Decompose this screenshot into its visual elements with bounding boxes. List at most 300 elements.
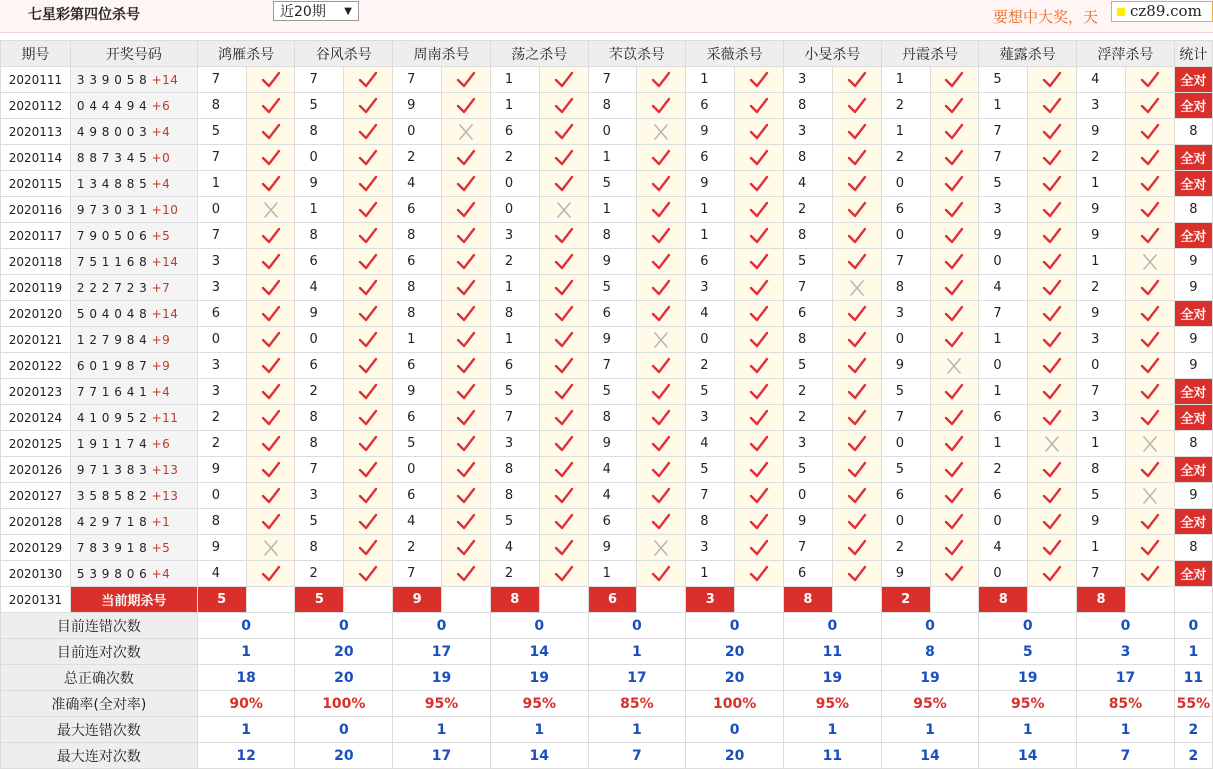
result-mark-cell xyxy=(246,223,295,249)
check-icon xyxy=(456,72,476,87)
kill-number-cell: 0 xyxy=(490,197,539,223)
result-mark-cell xyxy=(344,301,393,327)
table-row xyxy=(1,353,1213,379)
result-mark-cell xyxy=(735,535,784,561)
check-icon xyxy=(261,98,281,113)
check-icon xyxy=(847,436,867,451)
result-mark-cell xyxy=(539,171,588,197)
kill-number-cell: 1 xyxy=(1077,535,1126,561)
result-mark-cell xyxy=(442,119,491,145)
column-header[interactable]: 周南杀号 xyxy=(393,41,491,67)
period-cell: 2020124 xyxy=(1,405,71,431)
kill-number-cell: 5 xyxy=(295,93,344,119)
check-icon xyxy=(651,488,671,503)
kill-number-cell: 1 xyxy=(588,145,637,171)
period-range-value: 近20期 xyxy=(280,4,326,20)
kill-number-cell: 7 xyxy=(979,301,1028,327)
result-mark-cell xyxy=(1028,509,1077,535)
draw-digits: 9 7 1 3 8 3 xyxy=(76,462,148,477)
result-mark-cell xyxy=(637,301,686,327)
result-mark-cell xyxy=(637,171,686,197)
check-icon xyxy=(261,280,281,295)
result-mark-cell xyxy=(930,405,979,431)
table-row xyxy=(1,509,1213,535)
check-icon xyxy=(944,462,964,477)
check-icon xyxy=(651,514,671,529)
result-mark-cell xyxy=(344,223,393,249)
summary-value: 0 xyxy=(1174,613,1212,639)
check-icon xyxy=(749,176,769,191)
kill-number-cell: 6 xyxy=(783,301,832,327)
check-icon xyxy=(749,254,769,269)
result-mark-cell xyxy=(1125,431,1174,457)
check-icon xyxy=(261,124,281,139)
kill-number-cell: 8 xyxy=(490,301,539,327)
kill-number-cell: 5 xyxy=(783,249,832,275)
result-mark-cell xyxy=(442,405,491,431)
check-icon xyxy=(456,254,476,269)
stat-cell: 9 xyxy=(1174,249,1212,275)
summary-value: 1 xyxy=(588,717,686,743)
result-mark-cell xyxy=(637,119,686,145)
period-cell: 2020130 xyxy=(1,561,71,587)
result-mark-cell xyxy=(344,457,393,483)
draw-number-cell xyxy=(70,171,197,197)
kill-number-cell: 9 xyxy=(393,93,442,119)
table-row xyxy=(1,249,1213,275)
kill-number-cell: 4 xyxy=(686,301,735,327)
check-icon xyxy=(1140,358,1160,373)
check-icon xyxy=(847,540,867,555)
current-kill-number: 8 xyxy=(979,587,1028,613)
kill-number-cell: 0 xyxy=(881,223,930,249)
kill-number-cell: 3 xyxy=(783,67,832,93)
result-mark-cell xyxy=(1125,535,1174,561)
kill-number-cell: 8 xyxy=(295,405,344,431)
check-icon xyxy=(749,566,769,581)
result-mark-cell xyxy=(735,301,784,327)
result-mark-cell xyxy=(539,197,588,223)
summary-value: 1 xyxy=(979,717,1077,743)
check-icon xyxy=(847,462,867,477)
kill-number-cell: 5 xyxy=(490,379,539,405)
summary-value: 7 xyxy=(588,743,686,769)
summary-value: 20 xyxy=(686,639,784,665)
result-mark-cell xyxy=(735,249,784,275)
kill-number-cell: 2 xyxy=(295,561,344,587)
kill-number-cell: 7 xyxy=(295,457,344,483)
kill-number-cell: 6 xyxy=(686,249,735,275)
result-mark-cell xyxy=(1125,223,1174,249)
current-kill-number: 2 xyxy=(881,587,930,613)
draw-extra: +13 xyxy=(151,488,179,503)
check-icon xyxy=(554,384,574,399)
kill-number-cell: 3 xyxy=(490,431,539,457)
check-icon xyxy=(651,358,671,373)
kill-number-cell: 5 xyxy=(686,379,735,405)
summary-value: 1 xyxy=(393,717,491,743)
result-mark-cell xyxy=(735,353,784,379)
current-period-row xyxy=(1,587,1213,613)
cross-icon xyxy=(651,540,671,555)
column-header[interactable]: 统计 xyxy=(1174,41,1212,67)
result-mark-cell xyxy=(1125,457,1174,483)
check-icon xyxy=(456,566,476,581)
column-header[interactable]: 谷风杀号 xyxy=(295,41,393,67)
draw-digits: 3 3 9 0 5 8 xyxy=(76,72,148,87)
logo-square-icon xyxy=(1117,8,1125,16)
kill-number-cell: 4 xyxy=(588,483,637,509)
column-header[interactable]: 丹霞杀号 xyxy=(881,41,979,67)
draw-number-cell xyxy=(70,509,197,535)
kill-number-cell: 4 xyxy=(490,535,539,561)
check-icon xyxy=(1042,280,1062,295)
period-cell: 2020114 xyxy=(1,145,71,171)
check-icon xyxy=(651,462,671,477)
kill-number-cell: 3 xyxy=(197,379,246,405)
summary-row xyxy=(1,691,1213,717)
period-range-select[interactable] xyxy=(273,1,359,21)
kill-number-cell: 9 xyxy=(295,301,344,327)
kill-number-cell: 1 xyxy=(881,67,930,93)
result-mark-cell xyxy=(637,67,686,93)
result-mark-cell xyxy=(1028,301,1077,327)
kill-number-cell: 0 xyxy=(979,509,1028,535)
check-icon xyxy=(554,98,574,113)
kill-number-cell: 5 xyxy=(490,509,539,535)
check-icon xyxy=(358,358,378,373)
kill-number-cell: 0 xyxy=(979,249,1028,275)
kill-number-cell: 6 xyxy=(588,301,637,327)
period-cell: 2020127 xyxy=(1,483,71,509)
site-logo[interactable] xyxy=(1111,1,1213,22)
kill-number-cell: 5 xyxy=(197,119,246,145)
result-mark-cell xyxy=(1125,353,1174,379)
table-row xyxy=(1,379,1213,405)
kill-number-cell: 4 xyxy=(393,171,442,197)
period-cell: 2020128 xyxy=(1,509,71,535)
check-icon xyxy=(554,332,574,347)
check-icon xyxy=(1140,566,1160,581)
check-icon xyxy=(749,540,769,555)
result-mark-cell xyxy=(1028,67,1077,93)
current-empty-cell xyxy=(1028,587,1077,613)
check-icon xyxy=(651,410,671,425)
column-header[interactable]: 开奖号码 xyxy=(70,41,197,67)
draw-extra: +9 xyxy=(151,332,171,347)
result-mark-cell xyxy=(539,145,588,171)
check-icon xyxy=(1042,228,1062,243)
result-mark-cell xyxy=(1028,145,1077,171)
draw-number-cell xyxy=(70,223,197,249)
result-mark-cell xyxy=(539,379,588,405)
check-icon xyxy=(944,514,964,529)
summary-value: 1 xyxy=(490,717,588,743)
result-mark-cell xyxy=(442,301,491,327)
summary-label: 最大连错次数 xyxy=(1,717,198,743)
check-icon xyxy=(554,410,574,425)
result-mark-cell xyxy=(442,561,491,587)
check-icon xyxy=(358,410,378,425)
check-icon xyxy=(456,358,476,373)
summary-row xyxy=(1,717,1213,743)
kill-number-cell: 2 xyxy=(783,405,832,431)
draw-extra: +6 xyxy=(151,98,171,113)
cross-icon xyxy=(1042,436,1062,451)
current-kill-number: 5 xyxy=(197,587,246,613)
summary-label: 总正确次数 xyxy=(1,665,198,691)
summary-value: 14 xyxy=(490,743,588,769)
check-icon xyxy=(749,514,769,529)
check-icon xyxy=(749,228,769,243)
check-icon xyxy=(1042,540,1062,555)
summary-value: 20 xyxy=(686,665,784,691)
result-mark-cell xyxy=(344,405,393,431)
check-icon xyxy=(944,280,964,295)
check-icon xyxy=(358,124,378,139)
kill-number-cell: 4 xyxy=(783,171,832,197)
result-mark-cell xyxy=(1125,483,1174,509)
summary-value: 0 xyxy=(393,613,491,639)
result-mark-cell xyxy=(832,431,881,457)
kill-number-cell: 5 xyxy=(783,457,832,483)
result-mark-cell xyxy=(246,197,295,223)
kill-number-cell: 8 xyxy=(588,405,637,431)
kill-number-cell: 0 xyxy=(197,197,246,223)
result-mark-cell xyxy=(539,353,588,379)
kill-number-cell: 9 xyxy=(197,535,246,561)
summary-label: 准确率(全对率) xyxy=(1,691,198,717)
kill-number-cell: 5 xyxy=(979,67,1028,93)
kill-number-cell: 0 xyxy=(588,119,637,145)
table-row xyxy=(1,535,1213,561)
result-mark-cell xyxy=(1125,171,1174,197)
stat-cell: 全对 xyxy=(1174,93,1212,119)
draw-extra: +0 xyxy=(151,150,171,165)
result-mark-cell xyxy=(735,119,784,145)
result-mark-cell xyxy=(1028,119,1077,145)
draw-number-cell xyxy=(70,431,197,457)
kill-number-cell: 9 xyxy=(393,379,442,405)
column-header[interactable]: 小旻杀号 xyxy=(783,41,881,67)
result-mark-cell xyxy=(246,535,295,561)
column-header[interactable]: 薤露杀号 xyxy=(979,41,1077,67)
column-header[interactable]: 期号 xyxy=(1,41,71,67)
period-cell: 2020122 xyxy=(1,353,71,379)
kill-number-cell: 8 xyxy=(881,275,930,301)
summary-label: 目前连对次数 xyxy=(1,639,198,665)
summary-value: 20 xyxy=(295,743,393,769)
result-mark-cell xyxy=(735,327,784,353)
result-mark-cell xyxy=(1125,275,1174,301)
kill-number-cell: 9 xyxy=(881,561,930,587)
draw-number-cell xyxy=(70,301,197,327)
result-mark-cell xyxy=(637,535,686,561)
kill-number-cell: 2 xyxy=(979,457,1028,483)
result-mark-cell xyxy=(442,67,491,93)
check-icon xyxy=(944,150,964,165)
result-mark-cell xyxy=(246,561,295,587)
column-header[interactable]: 采薇杀号 xyxy=(686,41,784,67)
check-icon xyxy=(944,254,964,269)
draw-number-cell xyxy=(70,535,197,561)
result-mark-cell xyxy=(344,483,393,509)
check-icon xyxy=(554,540,574,555)
kill-number-cell: 3 xyxy=(1077,405,1126,431)
summary-value: 7 xyxy=(1077,743,1175,769)
kill-number-cell: 4 xyxy=(197,561,246,587)
check-icon xyxy=(749,72,769,87)
result-mark-cell xyxy=(735,197,784,223)
kill-number-cell: 7 xyxy=(588,353,637,379)
kill-number-cell: 0 xyxy=(979,353,1028,379)
check-icon xyxy=(944,540,964,555)
kill-number-cell: 8 xyxy=(686,509,735,535)
kill-number-cell: 1 xyxy=(490,93,539,119)
summary-value: 17 xyxy=(393,639,491,665)
result-mark-cell xyxy=(832,405,881,431)
draw-digits: 7 9 0 5 0 6 xyxy=(76,228,148,243)
kill-number-cell: 6 xyxy=(295,249,344,275)
draw-extra: +4 xyxy=(151,384,171,399)
check-icon xyxy=(1140,332,1160,347)
draw-extra: +10 xyxy=(151,202,179,217)
result-mark-cell xyxy=(832,249,881,275)
kill-number-cell: 7 xyxy=(295,67,344,93)
result-mark-cell xyxy=(832,67,881,93)
summary-value: 95% xyxy=(881,691,979,717)
current-kill-label: 当前期杀号 xyxy=(70,587,197,613)
result-mark-cell xyxy=(735,405,784,431)
check-icon xyxy=(261,514,281,529)
result-mark-cell xyxy=(539,535,588,561)
result-mark-cell xyxy=(832,561,881,587)
column-header[interactable]: 鸿雁杀号 xyxy=(197,41,295,67)
kill-number-cell: 5 xyxy=(588,171,637,197)
result-mark-cell xyxy=(735,223,784,249)
kill-number-cell: 1 xyxy=(686,67,735,93)
result-mark-cell xyxy=(344,509,393,535)
kill-number-cell: 2 xyxy=(881,93,930,119)
column-header[interactable]: 荡之杀号 xyxy=(490,41,588,67)
result-mark-cell xyxy=(1028,561,1077,587)
kill-number-cell: 8 xyxy=(295,223,344,249)
kill-number-cell: 0 xyxy=(783,483,832,509)
current-empty-cell xyxy=(637,587,686,613)
kill-number-cell: 0 xyxy=(979,561,1028,587)
result-mark-cell xyxy=(735,561,784,587)
result-mark-cell xyxy=(442,379,491,405)
check-icon xyxy=(554,436,574,451)
result-mark-cell xyxy=(1028,249,1077,275)
check-icon xyxy=(944,436,964,451)
check-icon xyxy=(261,436,281,451)
check-icon xyxy=(456,514,476,529)
column-header[interactable]: 浮萍杀号 xyxy=(1077,41,1175,67)
summary-value: 19 xyxy=(490,665,588,691)
kill-number-cell: 0 xyxy=(197,483,246,509)
check-icon xyxy=(554,176,574,191)
kill-number-cell: 2 xyxy=(1077,145,1126,171)
kill-number-cell: 5 xyxy=(295,509,344,535)
summary-value: 1 xyxy=(881,717,979,743)
result-mark-cell xyxy=(1028,327,1077,353)
summary-row xyxy=(1,743,1213,769)
result-mark-cell xyxy=(442,457,491,483)
kill-number-cell: 0 xyxy=(197,327,246,353)
stat-cell: 全对 xyxy=(1174,145,1212,171)
kill-number-cell: 0 xyxy=(393,119,442,145)
check-icon xyxy=(554,566,574,581)
stat-cell: 全对 xyxy=(1174,509,1212,535)
kill-number-cell: 2 xyxy=(197,405,246,431)
kill-number-cell: 4 xyxy=(393,509,442,535)
kill-number-cell: 9 xyxy=(588,249,637,275)
kill-number-cell: 6 xyxy=(295,353,344,379)
draw-number-cell xyxy=(70,197,197,223)
check-icon xyxy=(847,514,867,529)
kill-number-cell: 5 xyxy=(881,457,930,483)
check-icon xyxy=(1042,410,1062,425)
draw-number-cell xyxy=(70,275,197,301)
summary-value: 1 xyxy=(783,717,881,743)
result-mark-cell xyxy=(930,223,979,249)
result-mark-cell xyxy=(637,353,686,379)
kill-number-cell: 2 xyxy=(881,535,930,561)
check-icon xyxy=(749,410,769,425)
kill-number-cell: 3 xyxy=(979,197,1028,223)
result-mark-cell xyxy=(1125,509,1174,535)
kill-number-cell: 4 xyxy=(686,431,735,457)
result-mark-cell xyxy=(1125,327,1174,353)
summary-row xyxy=(1,665,1213,691)
draw-digits: 8 8 7 3 4 5 xyxy=(76,150,148,165)
kill-number-cell: 8 xyxy=(295,119,344,145)
result-mark-cell xyxy=(344,249,393,275)
check-icon xyxy=(554,462,574,477)
cross-icon xyxy=(261,540,281,555)
summary-value: 90% xyxy=(197,691,295,717)
check-icon xyxy=(847,150,867,165)
summary-value: 11 xyxy=(783,639,881,665)
kill-number-cell: 8 xyxy=(783,145,832,171)
result-mark-cell xyxy=(442,145,491,171)
check-icon xyxy=(749,124,769,139)
summary-value: 1 xyxy=(197,639,295,665)
result-mark-cell xyxy=(1125,379,1174,405)
check-icon xyxy=(1042,124,1062,139)
result-mark-cell xyxy=(1028,457,1077,483)
check-icon xyxy=(456,202,476,217)
check-icon xyxy=(261,384,281,399)
stat-cell: 9 xyxy=(1174,275,1212,301)
check-icon xyxy=(456,150,476,165)
check-icon xyxy=(1042,488,1062,503)
result-mark-cell xyxy=(442,431,491,457)
current-empty-cell xyxy=(344,587,393,613)
kill-number-cell: 6 xyxy=(490,119,539,145)
promo-text[interactable]: 要想中大奖，天 xyxy=(993,8,1099,26)
column-header[interactable]: 芣苡杀号 xyxy=(588,41,686,67)
current-empty-cell xyxy=(246,587,295,613)
result-mark-cell xyxy=(539,327,588,353)
result-mark-cell xyxy=(539,405,588,431)
check-icon xyxy=(1140,514,1160,529)
result-mark-cell xyxy=(539,483,588,509)
check-icon xyxy=(651,436,671,451)
kill-number-cell: 6 xyxy=(881,197,930,223)
result-mark-cell xyxy=(246,483,295,509)
